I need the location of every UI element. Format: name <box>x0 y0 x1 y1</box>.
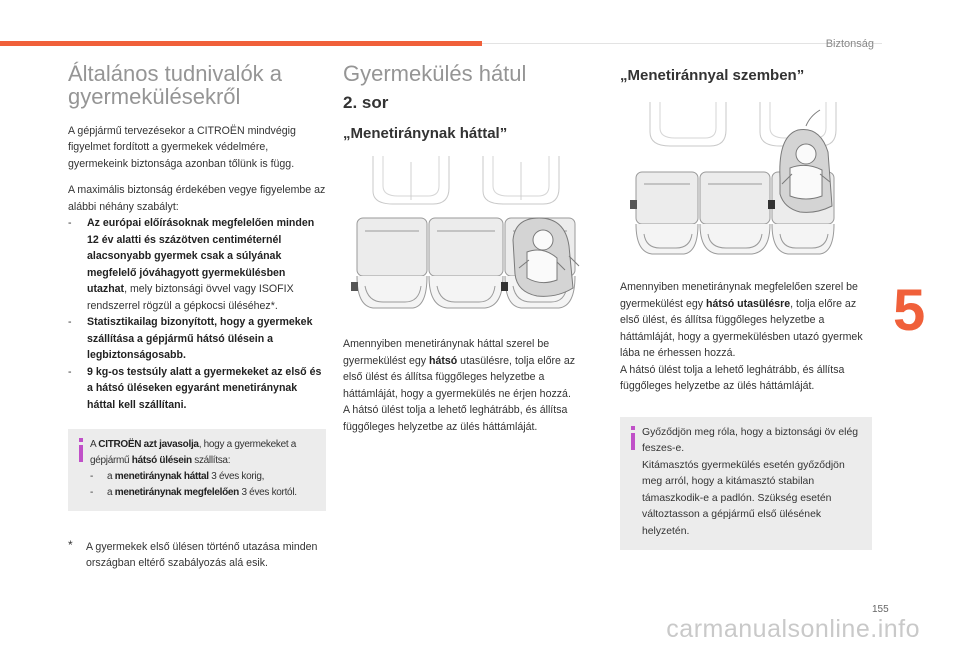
info-text: Győződjön meg róla, hogy a biztonsági öv elég feszes-e. <box>642 426 859 454</box>
forward-facing-column <box>620 62 875 550</box>
rear-seat-title: Gyermekülés hátul <box>343 61 527 86</box>
text-run: 3 éves korig, <box>208 471 265 483</box>
text-run: 3 éves kortól. <box>238 487 297 499</box>
info-icon <box>628 426 638 450</box>
text-run: A hátsó ülést tolja a lehető leghátrább, és állítsa függőleges helyzetbe az ülés háttámláját. <box>343 404 568 433</box>
list-item <box>90 469 318 485</box>
chapter-number: 5 <box>893 278 926 343</box>
general-info-column <box>68 62 326 571</box>
text-bold: menetiránynak megfelelően <box>114 487 239 499</box>
intro-paragraph: A gépjármű tervezésekor a CITROËN mindvégig figyelmet fordított a gyermekek védelmére, gyermekeink biztonsága azonban tőlünk is függ. <box>68 124 296 170</box>
text-bold: menetiránynak háttal <box>114 471 209 483</box>
text-run: , hogy a gyermekeket a gépjármű <box>90 439 297 467</box>
title-line: gyermekülésekről <box>68 84 241 110</box>
text-run: A <box>90 439 99 451</box>
general-info-title <box>68 62 326 109</box>
rule-bold: Statisztikailag bizonyított, hogy a gyermekek szállítása a gépjármű hátsó ülésein a legbiztonságosabb. <box>87 316 313 362</box>
title-line: Általános tudnivalók a <box>68 61 283 86</box>
rule-bold: 9 kg-os testsúly alatt a gyermekeket az első és a hátsó üléseken egyaránt menetiránynak háttal kell szállítani. <box>87 365 322 411</box>
footnote-text: A gyermekek első ülésen történő utazása minden országban eltérő szabályozás alá esik. <box>86 541 318 570</box>
text-bold: CITROËN azt javasolja <box>98 439 199 451</box>
text-bold: hátsó <box>428 354 458 367</box>
text-run: Amennyiben menetiránynak háttal szerel be gyermekülést egy <box>343 338 550 367</box>
list-item <box>68 215 326 314</box>
rules-list <box>68 215 326 413</box>
text-run: a <box>107 487 115 499</box>
watermark: carmanualsonline.info <box>666 615 920 643</box>
list-item <box>68 314 326 364</box>
header-rule <box>482 43 882 44</box>
forward-facing-instructions <box>620 279 875 395</box>
text-run: Amennyiben menetiránynak megfelelően szerel be gyermekülést egy <box>620 281 858 310</box>
recommendation-text <box>90 437 318 469</box>
row-heading: 2. sor <box>343 93 389 113</box>
dash-marker: - <box>90 471 94 483</box>
dash-marker: - <box>68 316 72 329</box>
rear-seat-column <box>343 62 588 435</box>
dash-marker: - <box>68 217 72 230</box>
section-name: Biztonság <box>825 38 874 50</box>
text-run: , tolja előre az első ülést, és állítsa függőleges helyzetbe a háttámláját, hogy a gyermekülésben utazó gyermek lába ne érhessen hozzá. <box>620 297 863 359</box>
dash-marker: - <box>68 365 72 378</box>
rule-rest: , mely biztonsági övvel vagy ISOFIX rendszerrel rögzül a gépkocsi üléséhez*. <box>87 283 294 312</box>
recommendation-list <box>90 469 318 501</box>
rules-intro: A maximális biztonság érdekében vegye figyelembe az alábbi néhány szabályt: <box>68 184 326 213</box>
info-icon <box>76 438 86 462</box>
text-run: utasülésre, tolja előre az első ülést és állítsa függőleges helyzetbe a háttámláját, hogy a gyermekülés ne érjen hozzá. <box>343 354 576 400</box>
text-run: A hátsó ülést tolja a lehető leghátrább, és állítsa függőleges helyzetbe az ülés háttámláját. <box>620 363 845 392</box>
text-bold: hátsó ülésein <box>131 455 192 467</box>
dash-marker: - <box>90 487 94 499</box>
list-item <box>68 364 326 414</box>
seatbelt-info-box <box>620 417 872 551</box>
recommendation-box <box>68 429 326 511</box>
footnote <box>68 539 326 571</box>
rear-facing-heading: „Menetiránynak háttal” <box>343 125 508 143</box>
forward-facing-seat-illustration <box>620 102 850 267</box>
rear-facing-seat-illustration <box>343 156 588 326</box>
accent-bar <box>0 41 482 46</box>
rule-bold: Az európai előírásoknak megfelelően minden 12 év alatti és százötven centiméternél alacsonyabb gyermek csak a súlyának megfelelő jóváhagyott gyermekülésben utazhat <box>87 217 315 296</box>
rear-facing-instructions <box>343 336 588 435</box>
text-run: a <box>107 471 115 483</box>
info-text: Kitámasztós gyermekülés esetén győződjön meg arról, hogy a kitámasztó stabilan támaszkodik-e a padlón. Szükség esetén változtasson a gépjármű első ülésének helyzetén. <box>642 459 845 537</box>
footnote-marker: * <box>68 538 73 553</box>
text-run: szállítsa: <box>191 455 231 467</box>
forward-facing-heading: „Menetiránnyal szemben” <box>620 67 805 84</box>
text-bold: hátsó utasülésre <box>705 297 791 310</box>
list-item <box>90 485 318 501</box>
page-number: 155 <box>872 604 889 615</box>
